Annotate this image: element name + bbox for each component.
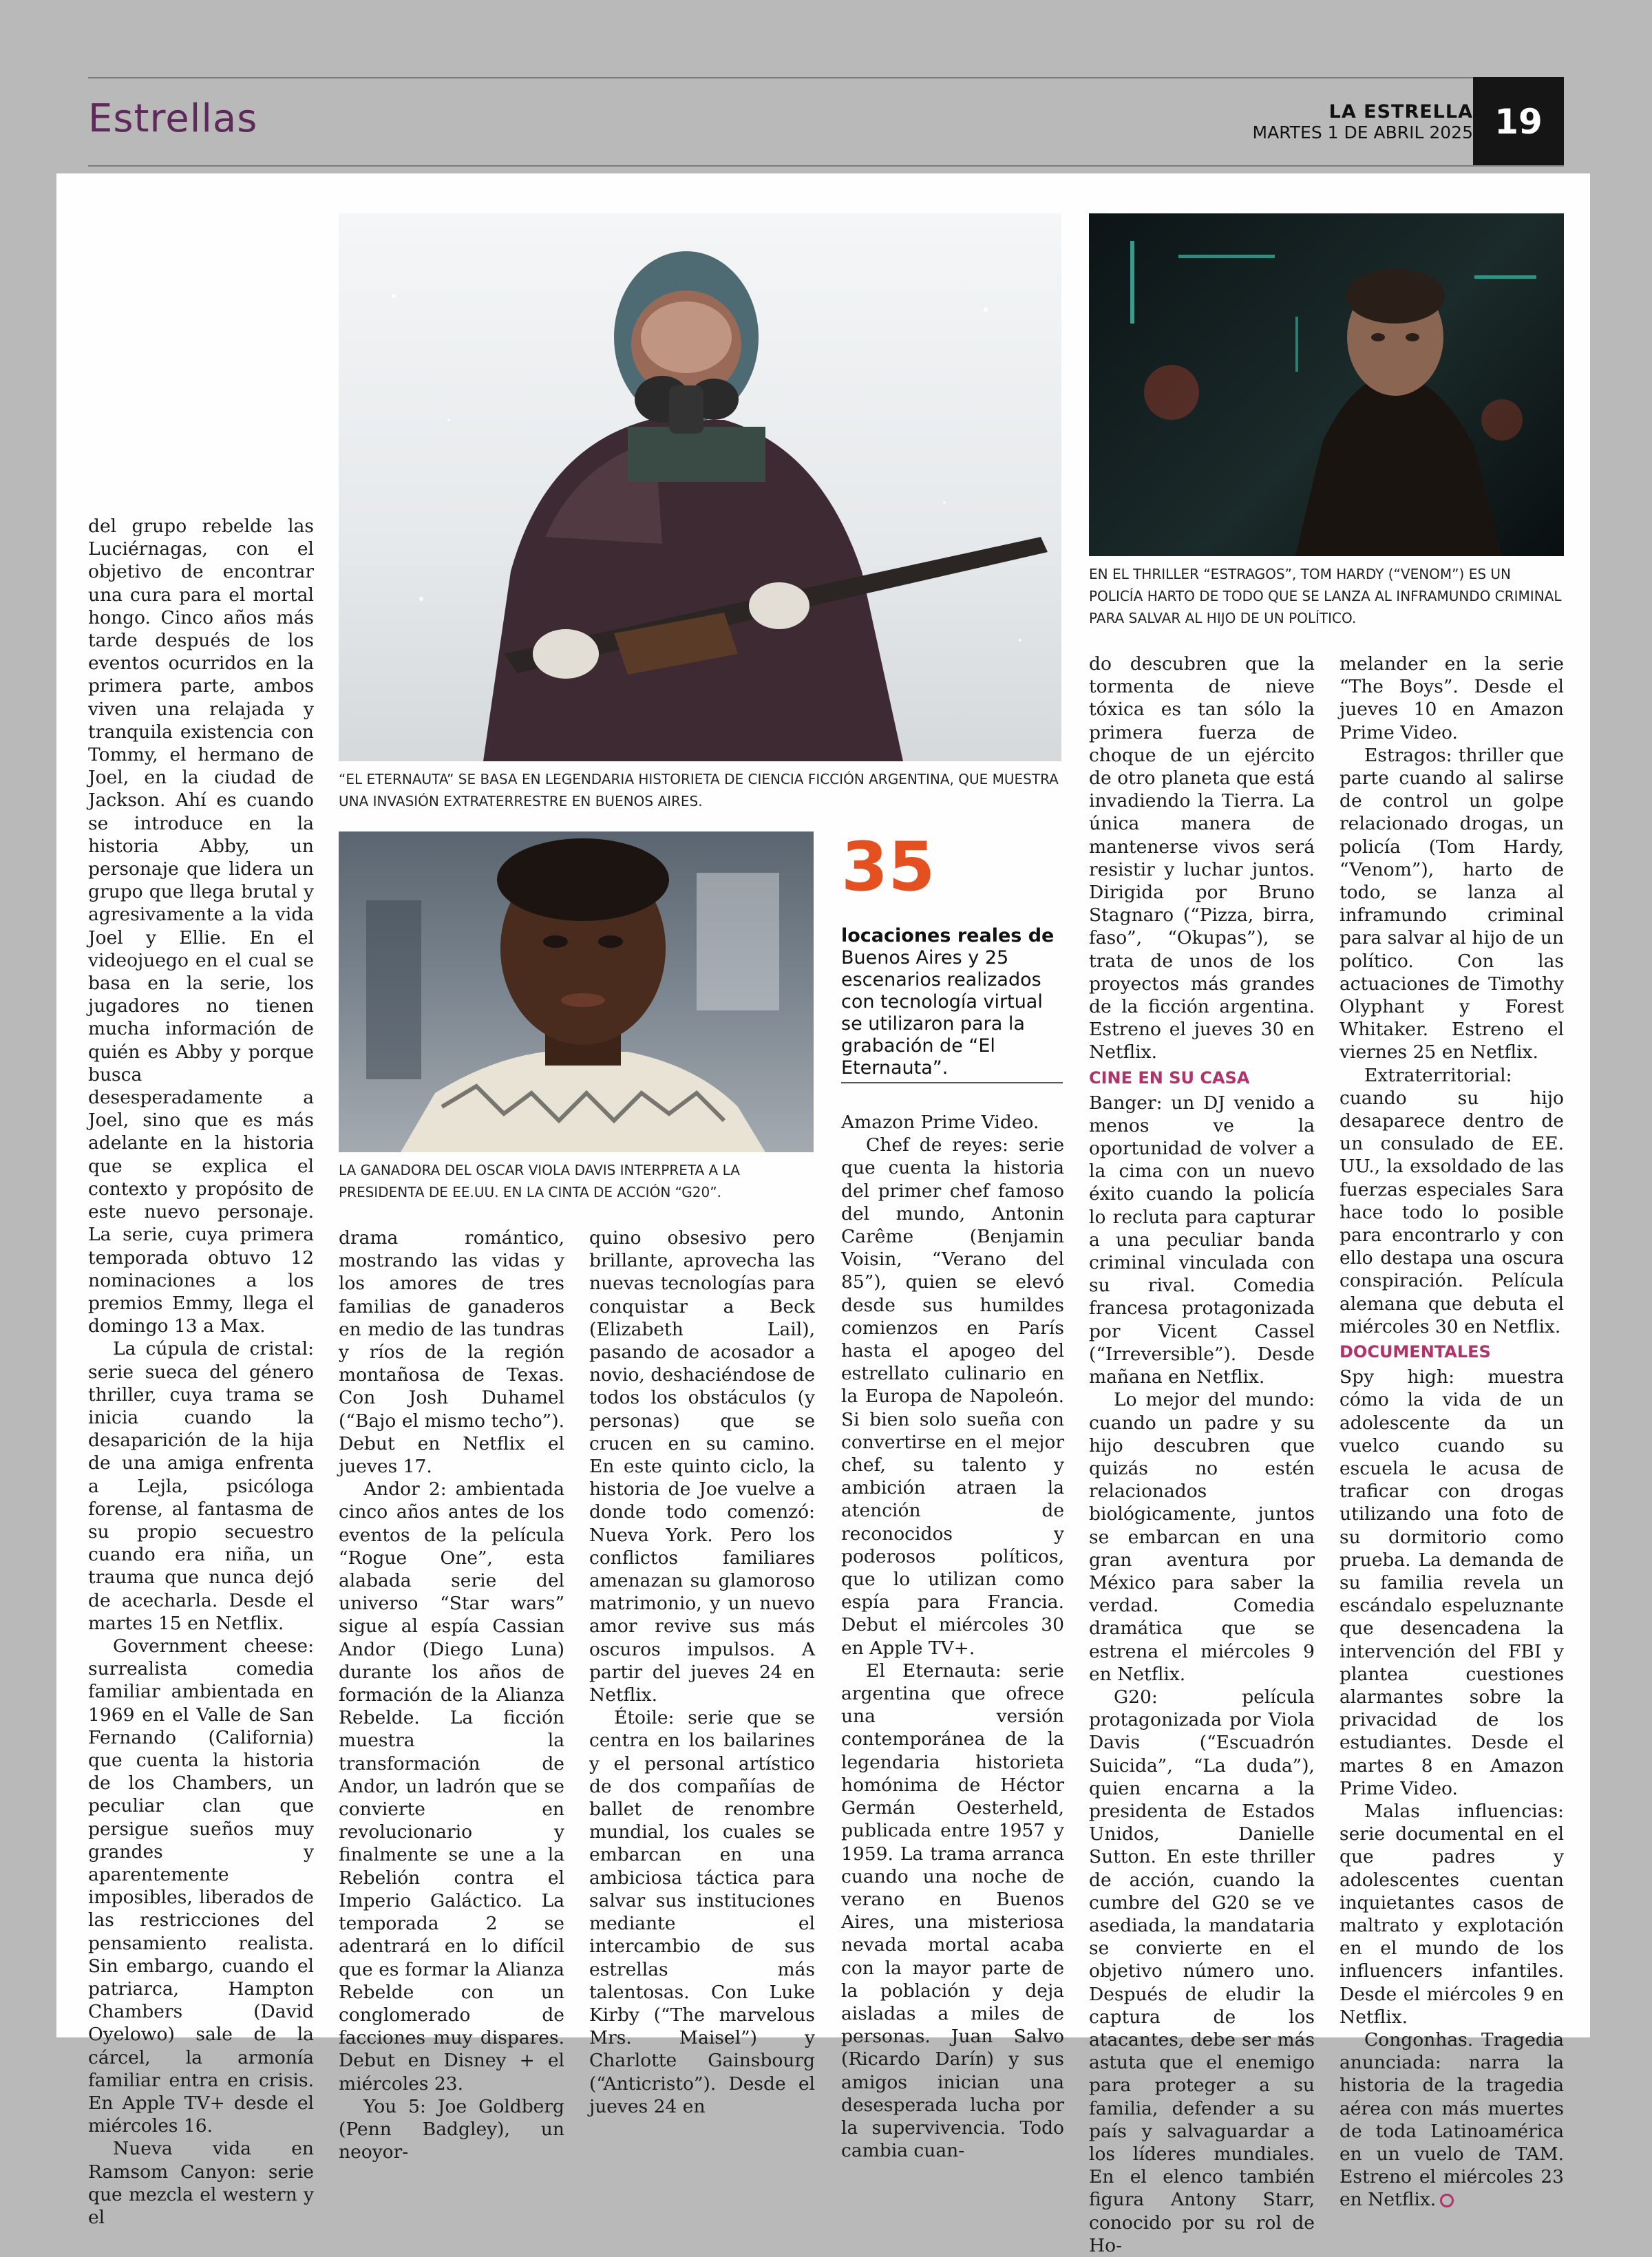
paragraph: do descubren que la tormenta de nieve tóxica es tan sólo la primera fuerza de choque de un ejército de otro planeta que está invadiendo la Tierra. La única manera de mantenerse vivos será resistir y luchar juntos. Dirigida por Bruno Stagnaro (“Pizza, birra, faso”, “Okupas”), se trata de unos de los proyectos más grandes de la ficción argentina. Estreno el jueves 30 en Netflix. xyxy=(1089,653,1315,1063)
paragraph: Amazon Prime Video. xyxy=(841,1112,1039,1133)
paper-name: LA ESTRELLA xyxy=(1328,101,1473,123)
estragos-caption: EN EL THRILLER “ESTRAGOS”, TOM HARDY (“VENOM”) ES UN POLICÍA HARTO DE TODO QUE SE LANZA AL INFRAMUNDO CRIMINAL PARA SALVAR AL HIJO DE UN POLÍTICO. xyxy=(1089,566,1562,626)
paragraph: La cúpula de cristal: serie sueca del género thriller, cuya trama se inicia cuando la desaparición de la hija de una amiga enfrenta a Lejla, psicóloga forense, al fantasma de su propio secuestro cuando era niña, un trauma que nunca dejó de acecharla. Desde el martes 15 en Netflix. xyxy=(88,1338,314,1634)
paragraph: You 5: Joe Goldberg (Penn Badgley), un neoyor- xyxy=(339,2095,564,2163)
column-2 xyxy=(339,1227,564,2163)
eternauta-illustration xyxy=(339,213,1061,761)
eternauta-caption: “EL ETERNAUTA” SE BASA EN LEGENDARIA HISTORIETA DE CIENCIA FICCIÓN ARGENTINA, QUE MUESTRA UNA INVASIÓN EXTRATERRESTRE EN BUENOS AIRES. xyxy=(339,771,1059,809)
column-3 xyxy=(589,1227,815,2118)
g20-caption: LA GANADORA DEL OSCAR VIOLA DAVIS INTERPRETA A LA PRESIDENTA DE EE.UU. EN LA CINTA DE ACCIÓN “G20”. xyxy=(339,1162,740,1200)
paragraph: El Eternauta: serie argentina que ofrece una versión contemporánea de la legendaria historieta homónima de Héctor Germán Oesterheld, publicada entre 1957 y 1959. La trama arranca cuando una noche de verano en Buenos Aires, una misteriosa nevada mortal acaba con la mayor parte de la población y deja aisladas a miles de personas. Juan Salvo (Ricardo Darín) y sus amigos inician una desesperada lucha por la supervivencia. Todo cambia cuan- xyxy=(841,1660,1064,2162)
paragraph: quino obsesivo pero brillante, aprovecha las nuevas tecnologías para conquistar a Beck (Elizabeth Lail), pasando de acosador a novio, deshaciéndose de todos los obstáculos (y personas) que se crucen en su camino. En este quinto ciclo, la historia de Joe vuelve a donde todo comenzó: Nueva York. Pero los conflictos familiares amenazan su glamoroso matrimonio, y un nuevo amor revive sus más oscuros impulsos. A partir del jueves 24 en Netflix. xyxy=(589,1227,815,1706)
g20-photo xyxy=(339,831,814,1152)
fact-text xyxy=(841,925,1068,1079)
fact-rule xyxy=(841,1082,1063,1083)
estragos-illustration xyxy=(1089,213,1564,556)
paragraph: Banger: un DJ venido a menos ve la oportunidad de volver a la cima con un nuevo éxito cuando la policía lo recluta para capturar a una peculiar banda criminal vinculada con su rival. Comedia francesa protagonizada por Vicent Cassel (“Irreversible”). Desde mañana en Netflix. xyxy=(1089,1092,1315,1388)
paragraph: Nueva vida en Ramsom Canyon: serie que mezcla el western y el xyxy=(88,2138,314,2229)
column-5 xyxy=(1089,653,1315,2257)
paragraph: G20: película protagonizada por Viola Davis (“Escuadrón Suicida”, “La duda”), quien encarna a la presidenta de Estados Unidos, Danielle Sutton. En este thriller de acción, cuando la cumbre del G20 se ve asediada, la mandataria se convierte en el objetivo número uno. Después de eludir la captura de los atacantes, debe ser más astuta que el enemigo para proteger a su familia, defender a su país y salvaguardar a los líderes mundiales. En el elenco también figura Antony Starr, conocido por su rol de Ho- xyxy=(1089,1686,1315,2256)
header-top-rule xyxy=(88,77,1564,78)
paragraph: Andor 2: ambientada cinco años antes de los eventos de la película “Rogue One”, esta alabada serie del universo “Star wars” sigue al espía Cassian Andor (Diego Luna) durante los años de formación de la Alianza Rebelde. La ficción muestra la transformación de Andor, un ladrón que se convierte en revolucionario y finalmente se une a la Rebelión contra el Imperio Galáctico. La temporada 2 se adentrará en lo difícil que es formar la Alianza Rebelde con un conglomerado de facciones muy dispares. Debut en Disney + el miércoles 23. xyxy=(339,1479,564,2095)
page-number: 19 xyxy=(1473,77,1564,167)
fact-body: Buenos Aires y 25 escenarios realizados con tecnología virtual se utilizaron para la grabación de “El Eternauta”. xyxy=(841,947,1043,1079)
fact-number: 35 xyxy=(841,828,935,907)
subheading-documentales: DOCUMENTALES xyxy=(1339,1342,1491,1362)
header-bottom-rule xyxy=(88,165,1564,167)
column-1 xyxy=(88,515,314,2229)
paper-info xyxy=(1253,102,1473,143)
column-4 xyxy=(841,1111,1064,2162)
eternauta-photo xyxy=(339,213,1061,761)
end-mark-icon xyxy=(1440,2194,1454,2207)
paragraph: Spy high: muestra cómo la vida de un adolescente da un vuelco cuando su escuela le acusa de traficar con drogas utilizando una foto de su dormitorio como prueba. La demanda de su familia revela un escándalo espeluznante que desencadena la intervención del FBI y plantea cuestiones alarmantes sobre la privacidad de los estudiantes. Desde el martes 8 en Amazon Prime Video. xyxy=(1339,1366,1564,1799)
paragraph: drama romántico, mostrando las vidas y los amores de tres familias de ganaderos en medio de las tundras y ríos de la región montañosa de Texas. Con Josh Duhamel (“Bajo el mismo techo”). Debut en Netflix el jueves 17. xyxy=(339,1227,564,1478)
subheading-cine: CINE EN SU CASA xyxy=(1089,1068,1250,1088)
section-title: Estrellas xyxy=(88,96,258,141)
column-6 xyxy=(1339,653,1564,2212)
paragraph: del grupo rebelde las Luciérnagas, con el objetivo de encontrar una cura para el mortal hongo. Cinco años más tarde después de los eventos ocurridos en la primera parte, ambos viven una relajada y tranquila existencia con Tommy, el hermano de Joel, en la ciudad de Jackson. Ahí es cuando se introduce en la historia Abby, un personaje que lidera un grupo que llega brutal y agresivamente a la vida Joel y Ellie. En el videojuego en el cual se basa en la serie, los jugadores no tienen mucha información de quién es Abby y porque busca desesperadamente a Joel, sino que es más adelante en la historia que se explica el contexto y propósito de este nuevo personaje. La serie, cuya primera temporada obtuvo 12 nominaciones a los premios Emmy, llega el domingo 13 a Max. xyxy=(88,516,314,1337)
paragraph: Government cheese: surrealista comedia familiar ambientada en 1969 en el Valle de San Fernando (California) que cuenta la historia de los Chambers, un peculiar clan que persigue sueños muy grandes y aparentemente imposibles, liberados de las restricciones del pensamiento realista. Sin embargo, cuando el patriarca, Hampton Chambers (David Oyelowo) sale de la cárcel, la armonía familiar entra en crisis. En Apple TV+ desde el miércoles 16. xyxy=(88,1635,314,2137)
estragos-photo xyxy=(1089,213,1564,556)
paragraph: Chef de reyes: serie que cuenta la historia del primer chef famoso del mundo, Antonin Carême (Benjamin Voisin, “Verano del 85”), quien se elevó desde sus humildes comienzos en París hasta el apogeo del estrellato culinario en la Europa de Napoleón. Si bien solo sueña con convertirse en el mejor chef, su talento y ambición atraen la atención de reconocidos y poderosos políticos, que lo utilizan como espía para Francia. Debut el miércoles 30 en Apple TV+. xyxy=(841,1134,1064,1659)
paragraph xyxy=(1339,2028,1564,2212)
paragraph: Étoile: serie que se centra en los bailarines y el personal artístico de dos compañías de ballet de renombre mundial, los cuales se embarcan en una ambiciosa táctica para salvar sus instituciones mediante el intercambio de sus estrellas más talentosas. Con Luke Kirby (“The marvelous Mrs. Maisel”) y Charlotte Gainsbourg (“Anticristo”). Desde el jueves 24 en xyxy=(589,1707,815,2117)
paragraph: Estragos: thriller que parte cuando al salirse de control un golpe relacionado drogas, un policía (Tom Hardy, “Venom”), harto de todo, se lanza al inframundo criminal para salvar al hijo de un político. Con las actuaciones de Timothy Olyphant y Forest Whitaker. Estreno el viernes 25 en Netflix. xyxy=(1339,744,1564,1063)
paragraph-text: Congonhas. Tragedia anunciada: narra la historia de la tragedia aérea con más muertes de toda Latinoamérica en un vuelo de TAM. Estreno el miércoles 23 en Netflix. xyxy=(1339,2028,1564,2211)
g20-illustration xyxy=(339,831,814,1152)
paragraph: Lo mejor del mundo: cuando un padre y su hijo descubren que quizás no estén relacionados biológicamente, juntos se embarcan en una gran aventura por México para saber la verdad. Comedia dramática que se estrena el miércoles 9 en Netflix. xyxy=(1089,1389,1315,1685)
paragraph: Malas influencias: serie documental en el que padres y adolescentes cuentan inquietantes casos de maltrato y explotación en el mundo de los influencers infantiles. Desde el miércoles 9 en Netflix. xyxy=(1339,1800,1564,2028)
paragraph: melander en la serie “The Boys”. Desde el jueves 10 en Amazon Prime Video. xyxy=(1339,653,1564,743)
fact-bold: locaciones reales de xyxy=(841,925,1055,946)
paper-date: MARTES 1 DE ABRIL 2025 xyxy=(1252,123,1473,142)
paragraph: Extraterritorial: cuando su hijo desaparece dentro de un consulado de EE. UU., la exsoldado de las fuerzas especiales Sara hace todo lo posible para encontrarlo y con ello destapa una oscura conspiración. Película alemana que debuta el miércoles 30 en Netflix. xyxy=(1339,1064,1564,1337)
